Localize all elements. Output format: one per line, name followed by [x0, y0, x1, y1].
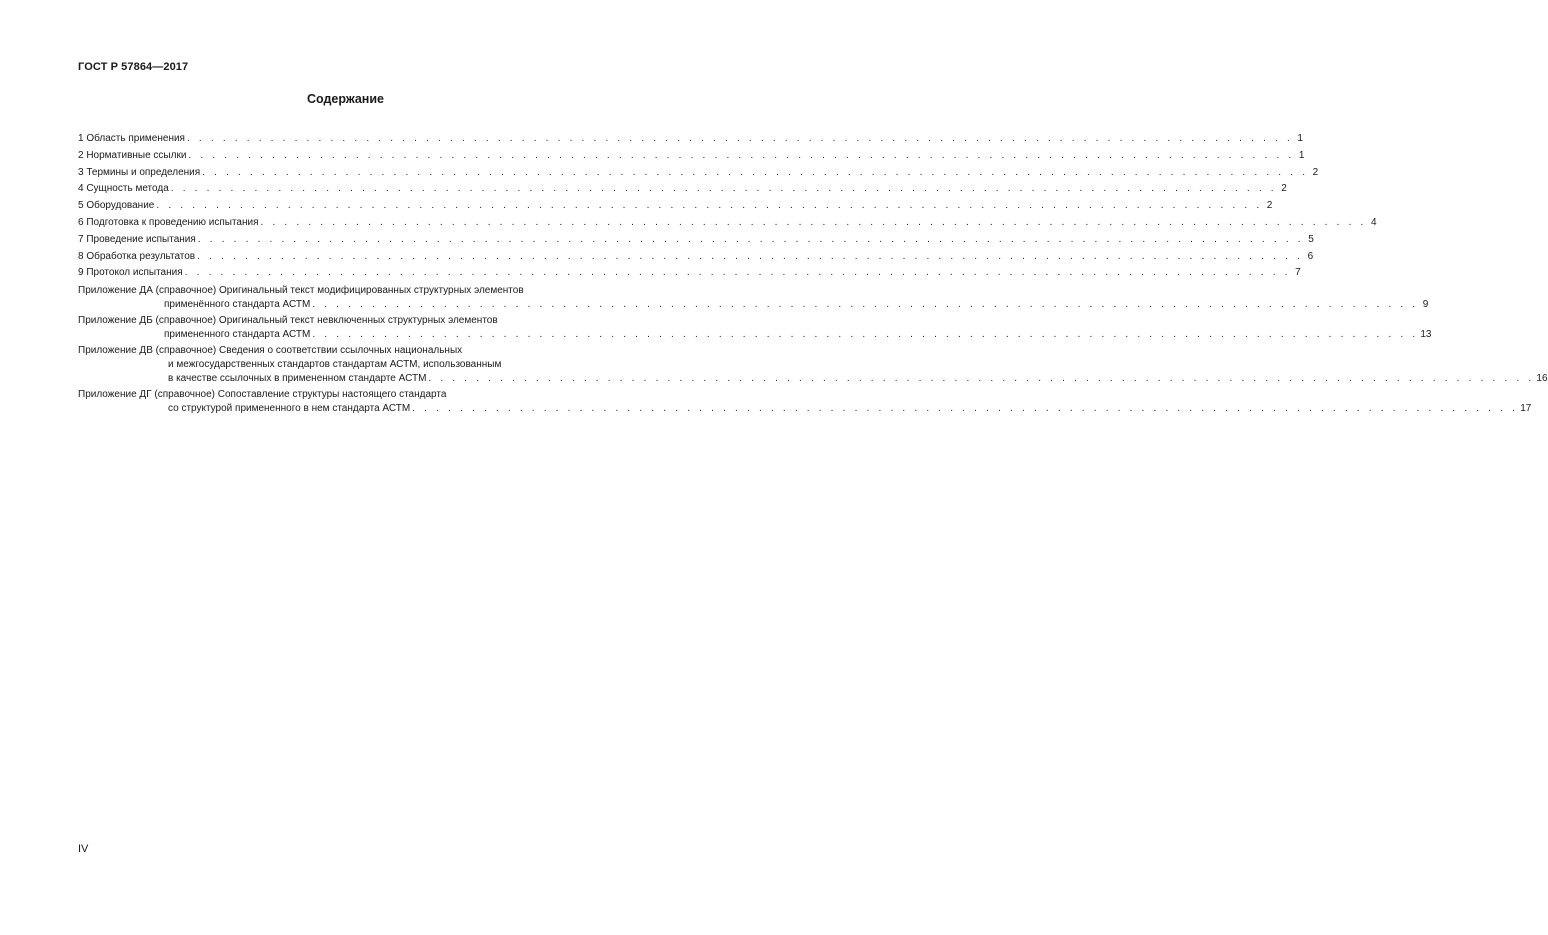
toc-entry-page: 1 [1297, 133, 1303, 144]
toc-appendix-page: 17 [1520, 403, 1532, 415]
toc-appendix-dg[interactable] [78, 388, 1532, 416]
toc-appendix-last-line [78, 402, 1532, 416]
toc-entry-label: 2 Нормативные ссылки [78, 149, 187, 161]
toc-appendix-db[interactable] [78, 314, 1432, 342]
toc-leader-dots: . . . . . . . . . . . . . . . . . . . . . . . . . . . . . . . . . . . . . . . . . . . . . . . . . . . . . . . . . . . . . . . . . . . . . . . . . . . . . . . . . . . . . . . . . . . . . [156, 200, 1263, 212]
toc-leader-dots: . . . . . . . . . . . . . . . . . . . . . . . . . . . . . . . . . . . . . . . . . . . . . . . . . . . . . . . . . . . . . . . . . . . . . . . . . . . . . . . . . . . . . . . . . . . . . [312, 299, 1419, 311]
toc-entry[interactable] [78, 131, 1303, 148]
toc-entry[interactable] [78, 249, 1314, 266]
toc-appendix-dv[interactable] [78, 344, 1548, 386]
toc-appendix-last-line [78, 298, 1429, 312]
toc-entry-page: 6 [1307, 250, 1314, 262]
toc-appendix-page: 13 [1420, 329, 1432, 341]
toc-entry-page: 7 [1295, 267, 1301, 279]
toc-entry-label: 7 Проведение испытания [78, 233, 196, 245]
toc-appendix-last-line [78, 328, 1432, 342]
toc-appendix-heading: Приложение ДГ (справочное) Сопоставление структуры настоящего стандарта [78, 389, 447, 401]
toc-entry[interactable] [78, 181, 1287, 198]
toc-leader-dots: . . . . . . . . . . . . . . . . . . . . . . . . . . . . . . . . . . . . . . . . . . . . . . . . . . . . . . . . . . . . . . . . . . . . . . . . . . . . . . . . . . . . . . . . . . . . . [197, 250, 1304, 262]
document-code-header: ГОСТ Р 57864—2017 [78, 61, 189, 73]
toc-entry-page: 5 [1308, 233, 1314, 245]
toc-appendix-da[interactable] [78, 284, 1429, 312]
toc-leader-dots: . . . . . . . . . . . . . . . . . . . . . . . . . . . . . . . . . . . . . . . . . . . . . . . . . . . . . . . . . . . . . . . . . . . . . . . . . . . . . . . . . . . . . . . . . . . . . [202, 166, 1309, 178]
toc-sections [78, 131, 1377, 282]
toc-leader-dots: . . . . . . . . . . . . . . . . . . . . . . . . . . . . . . . . . . . . . . . . . . . . . . . . . . . . . . . . . . . . . . . . . . . . . . . . . . . . . . . . . . . . . . . . . . . . . [184, 267, 1291, 279]
toc-entry-label: 1 Область применения [78, 133, 185, 144]
toc-leader-dots: . . . . . . . . . . . . . . . . . . . . . . . . . . . . . . . . . . . . . . . . . . . . . . . . . . . . . . . . . . . . . . . . . . . . . . . . . . . . . . . . . . . . . . . . . . . . . [412, 403, 1519, 415]
toc-leader-dots: . . . . . . . . . . . . . . . . . . . . . . . . . . . . . . . . . . . . . . . . . . . . . . . . . . . . . . . . . . . . . . . . . . . . . . . . . . . . . . . . . . . . . . . . . . . . . [312, 329, 1419, 341]
page-number: IV [78, 843, 89, 855]
toc-appendix-label: примененного стандарта АСТМ [164, 329, 311, 341]
toc-entry-label: 5 Оборудование [78, 200, 155, 212]
toc-entry-label: 9 Протокол испытания [78, 267, 183, 279]
toc-appendix-heading: Приложение ДА (справочное) Оригинальный текст модифицированных структурных элементов [78, 285, 524, 297]
toc-entry-label: 6 Подготовка к проведению испытания [78, 216, 259, 228]
toc-appendix-continuation: и межгосударственных стандартов стандартам АСТМ, использованным [168, 359, 502, 371]
toc-entry[interactable] [78, 265, 1301, 282]
table-of-contents [78, 131, 1548, 416]
toc-leader-dots: . . . . . . . . . . . . . . . . . . . . . . . . . . . . . . . . . . . . . . . . . . . . . . . . . . . . . . . . . . . . . . . . . . . . . . . . . . . . . . . . . . . . . . . . . . . . . [186, 133, 1293, 144]
toc-entry-page: 4 [1370, 216, 1377, 228]
toc-leader-dots: . . . . . . . . . . . . . . . . . . . . . . . . . . . . . . . . . . . . . . . . . . . . . . . . . . . . . . . . . . . . . . . . . . . . . . . . . . . . . . . . . . . . . . . . . . . . . [260, 216, 1367, 228]
toc-appendix-label: в качестве ссылочных в примененном стандарте АСТМ [168, 373, 427, 385]
toc-appendix-page: 16 [1536, 373, 1548, 385]
toc-appendix-page: 9 [1422, 299, 1429, 311]
toc-leader-dots: . . . . . . . . . . . . . . . . . . . . . . . . . . . . . . . . . . . . . . . . . . . . . . . . . . . . . . . . . . . . . . . . . . . . . . . . . . . . . . . . . . . . . . . . . . . . . [197, 233, 1304, 245]
toc-title: Содержание [306, 92, 384, 106]
toc-entry-page: 1 [1298, 149, 1305, 161]
toc-appendices [78, 284, 1548, 416]
toc-appendix-heading: Приложение ДБ (справочное) Оригинальный текст невключенных структурных элементов [78, 315, 498, 327]
toc-appendix-label: со структурой примененного в нем стандарта АСТМ [168, 403, 411, 415]
toc-leader-dots: . . . . . . . . . . . . . . . . . . . . . . . . . . . . . . . . . . . . . . . . . . . . . . . . . . . . . . . . . . . . . . . . . . . . . . . . . . . . . . . . . . . . . . . . . . . . . [170, 183, 1277, 195]
toc-appendix-label: применённого стандарта АСТМ [164, 299, 311, 311]
toc-entry-label: 4 Сущность метода [78, 183, 169, 195]
toc-entry[interactable] [78, 148, 1305, 165]
toc-entry-page: 2 [1266, 200, 1273, 212]
toc-entry-label: 8 Обработка результатов [78, 250, 196, 262]
toc-leader-dots: . . . . . . . . . . . . . . . . . . . . . . . . . . . . . . . . . . . . . . . . . . . . . . . . . . . . . . . . . . . . . . . . . . . . . . . . . . . . . . . . . . . . . . . . . . . . . [188, 149, 1295, 161]
toc-entry[interactable] [78, 198, 1273, 215]
toc-leader-dots: . . . . . . . . . . . . . . . . . . . . . . . . . . . . . . . . . . . . . . . . . . . . . . . . . . . . . . . . . . . . . . . . . . . . . . . . . . . . . . . . . . . . . . . . . . . . . [428, 373, 1535, 385]
toc-entry[interactable] [78, 232, 1314, 249]
toc-entry[interactable] [78, 165, 1319, 182]
toc-appendix-last-line [78, 372, 1548, 386]
toc-entry-label: 3 Термины и определения [78, 166, 201, 178]
toc-entry-page: 2 [1281, 183, 1287, 195]
toc-entry-page: 2 [1312, 166, 1319, 178]
toc-appendix-heading: Приложение ДВ (справочное) Сведения о соответствии ссылочных национальных [78, 345, 463, 357]
toc-entry[interactable] [78, 215, 1377, 232]
